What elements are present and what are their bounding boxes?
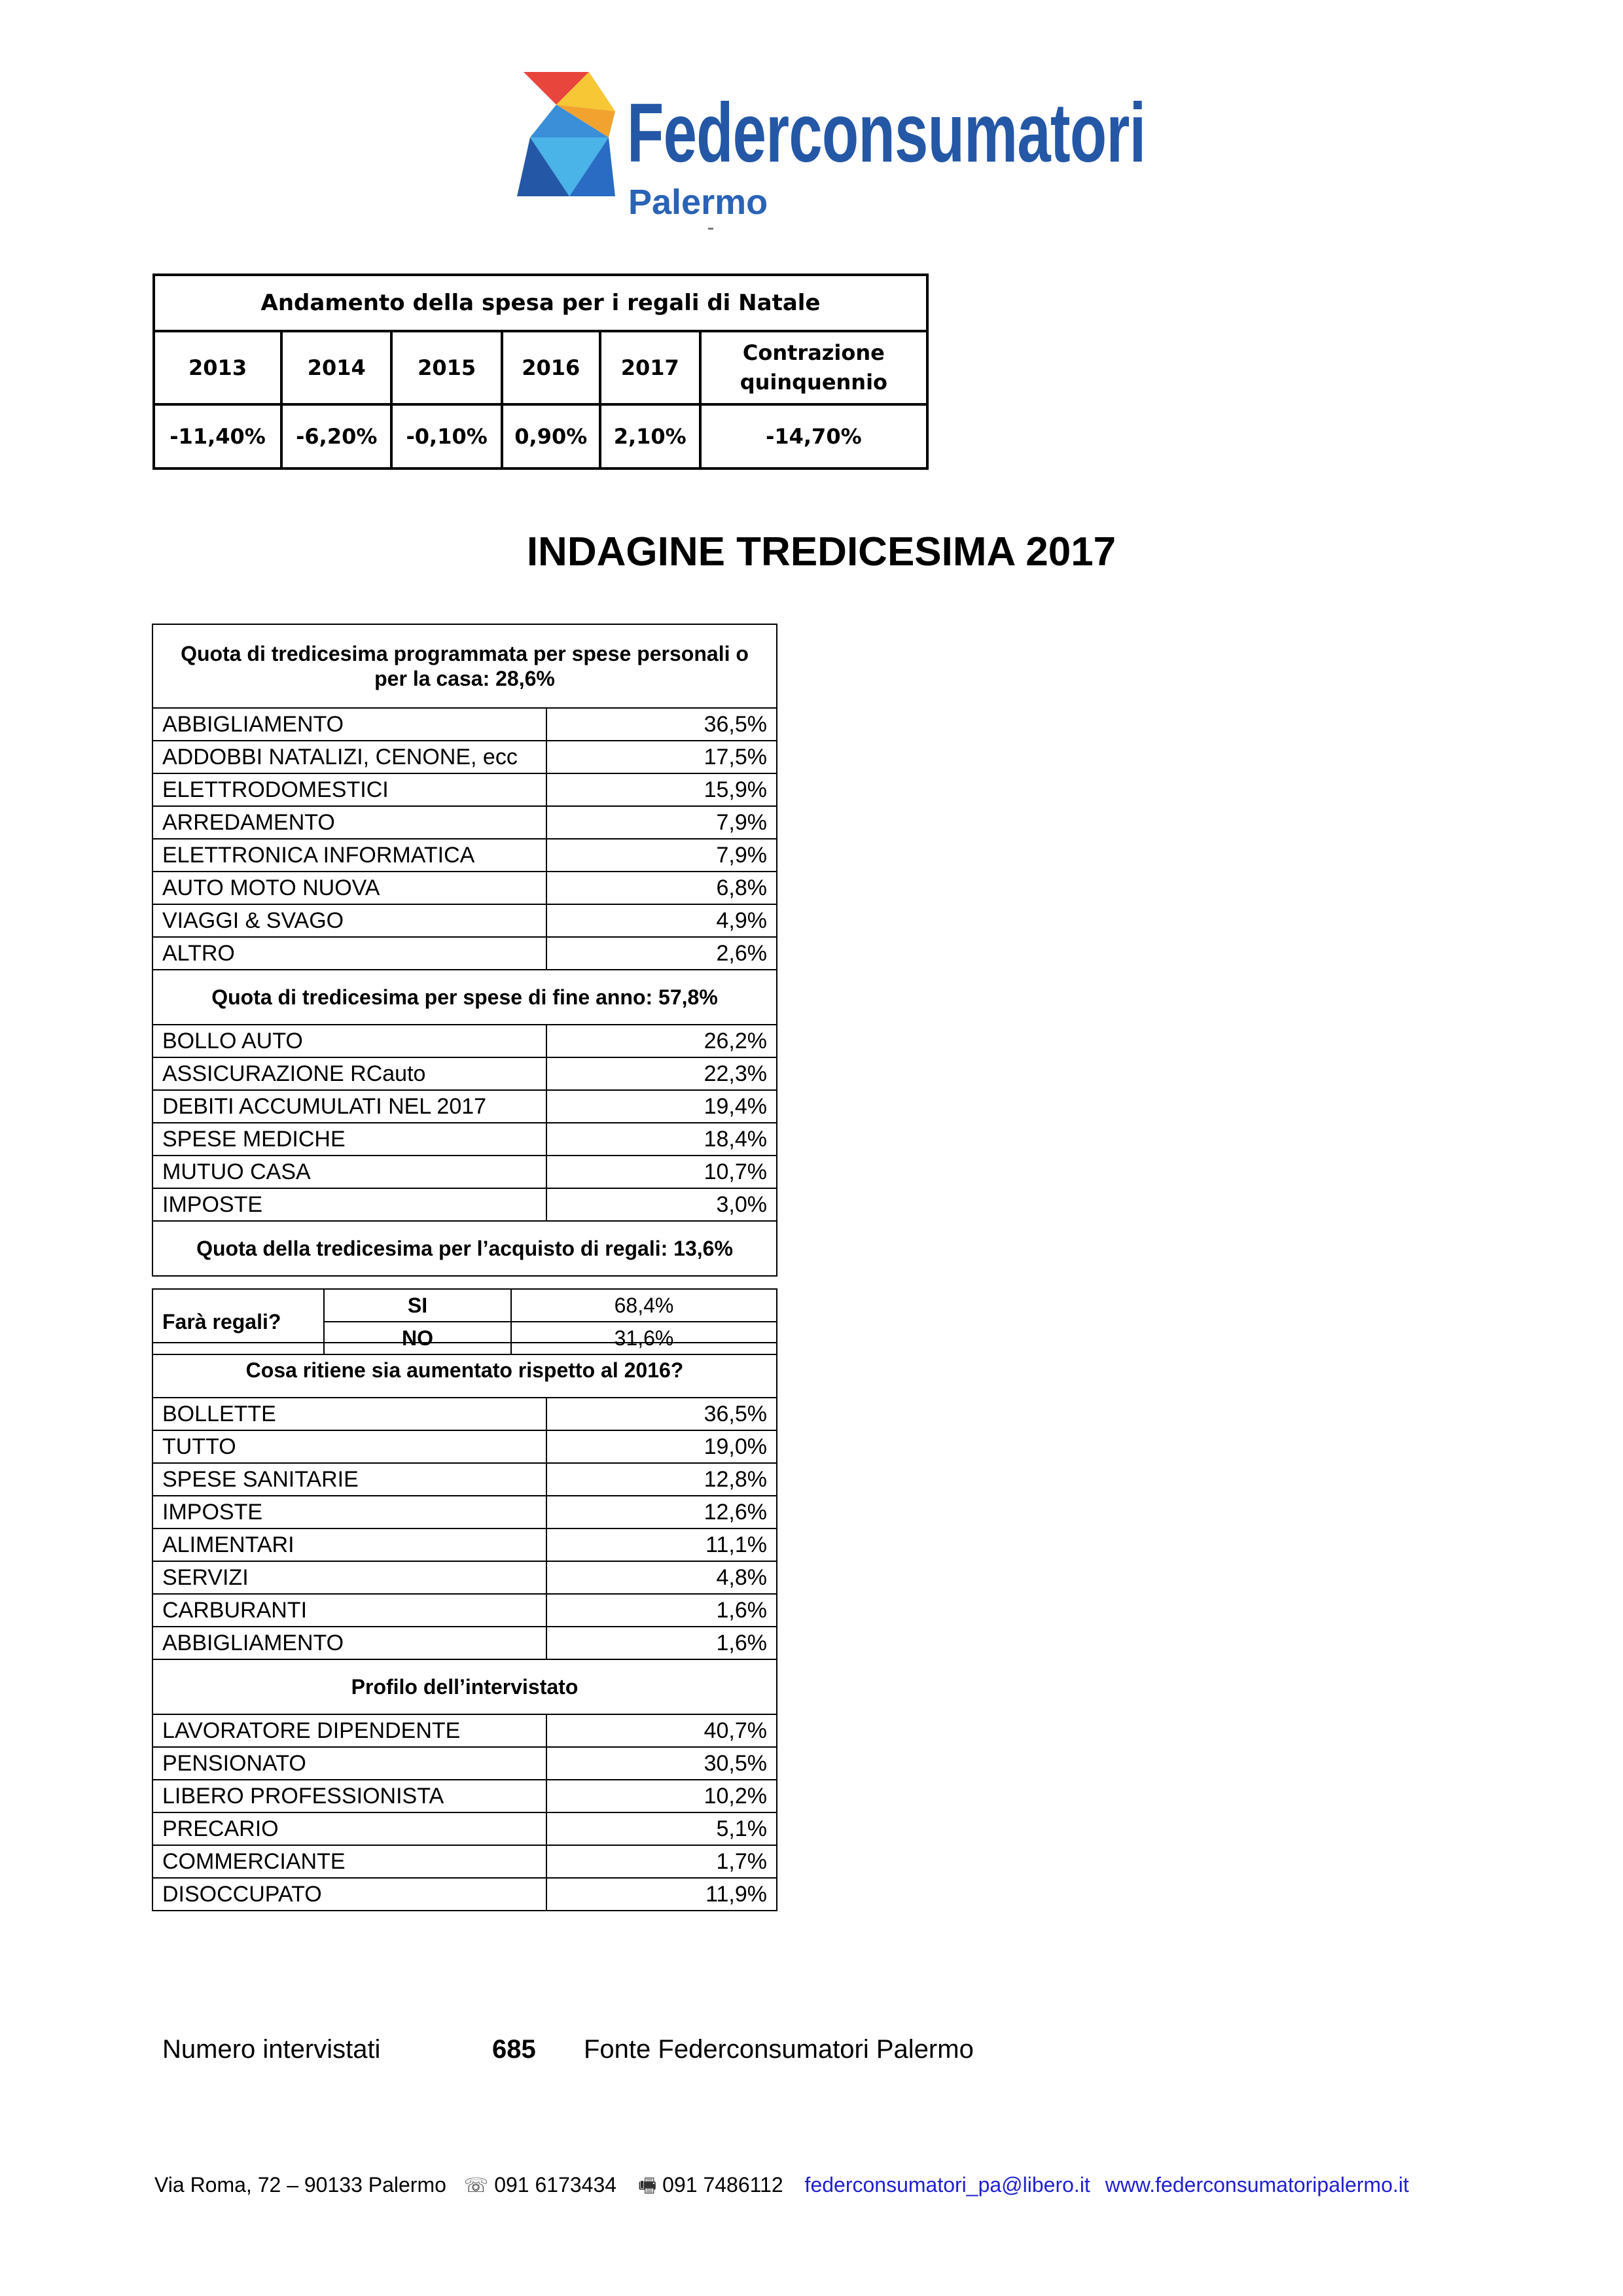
row-label: BOLLO AUTO [152,1025,546,1057]
row-value: 10,7% [546,1156,777,1188]
row-label: SPESE MEDICHE [152,1123,546,1156]
year-value: -6,20% [281,404,391,468]
row-label: ELETTRONICA INFORMATICA [152,839,546,872]
row-value: 17,5% [546,741,777,773]
gift-value-yes: 68,4% [511,1289,777,1322]
address: Via Roma, 72 – 90133 Palermo [154,2173,446,2197]
row-value: 40,7% [546,1714,777,1747]
row-value: 12,6% [546,1496,777,1528]
row-value: 10,2% [546,1780,777,1812]
row-label: DEBITI ACCUMULATI NEL 2017 [152,1090,546,1123]
federconsumatori-logo [517,72,1146,242]
email-link[interactable]: federconsumatori_pa@libero.it [804,2173,1090,2197]
row-label: ALIMENTARI [152,1528,546,1561]
row-value: 36,5% [546,708,777,741]
logo-name: Federconsumatori [627,86,1146,180]
gifts-table [152,1288,777,1355]
row-label: IMPOSTE [152,1188,546,1221]
row-label: LAVORATORE DIPENDENTE [152,1714,546,1747]
section-heading: Cosa ritiene sia aumentato rispetto al 2016? [152,1343,777,1398]
row-value: 19,4% [546,1090,777,1123]
source-note: Fonte Federconsumatori Palermo [584,2035,974,2064]
row-value: 5,1% [546,1812,777,1845]
row-value: 7,9% [546,839,777,872]
phone-number: 091 6173434 [494,2173,617,2197]
row-value: 6,8% [546,872,777,904]
christmas-table-title: Andamento della spesa per i regali di Natale [154,275,927,331]
row-label: LIBERO PROFESSIONISTA [152,1780,546,1812]
row-label: ASSICURAZIONE RCauto [152,1057,546,1090]
year-header: 2014 [281,331,391,404]
section-heading: Quota della tredicesima per l’acquisto di regali: 13,6% [152,1221,777,1276]
row-value: 1,6% [546,1594,777,1627]
row-label: PENSIONATO [152,1747,546,1780]
row-value: 1,6% [546,1627,777,1659]
count-value: 685 [492,2035,536,2064]
logo-city: Palermo [628,183,768,222]
year-header: 2013 [154,331,281,404]
survey-title: INDAGINE TREDICESIMA 2017 [526,529,1116,574]
row-value: 15,9% [546,773,777,806]
fax-number: 091 7486112 [662,2173,783,2197]
row-label: ABBIGLIAMENTO [152,1627,546,1659]
survey-table [152,624,777,1911]
contraction-header: Contrazione quinquennio [700,331,927,404]
gift-option-no: NO [324,1322,511,1354]
row-label: IMPOSTE [152,1496,546,1528]
fax-icon: 🖷 [637,2175,657,2197]
row-label: ABBIGLIAMENTO [152,708,546,741]
section-heading: Profilo dell’intervistato [152,1659,777,1714]
year-value: 0,90% [502,404,600,468]
row-label: TUTTO [152,1430,546,1463]
row-value: 11,1% [546,1528,777,1561]
year-header: 2016 [502,331,600,404]
row-label: ADDOBBI NATALIZI, CENONE, ecc [152,741,546,773]
row-label: BOLLETTE [152,1398,546,1430]
gift-value-no: 31,6% [511,1322,777,1354]
contraction-value: -14,70% [700,404,927,468]
row-value: 30,5% [546,1747,777,1780]
row-label: VIAGGI & SVAGO [152,904,546,937]
year-header: 2015 [391,331,501,404]
divider-mark [708,228,713,230]
row-value: 12,8% [546,1463,777,1496]
row-label: CARBURANTI [152,1594,546,1627]
row-value: 11,9% [546,1878,777,1911]
row-label: DISOCCUPATO [152,1878,546,1911]
row-value: 19,0% [546,1430,777,1463]
contact-footer [154,2171,1409,2204]
row-label: COMMERCIANTE [152,1845,546,1878]
row-value: 18,4% [546,1123,777,1156]
row-label: MUTUO CASA [152,1156,546,1188]
row-value: 7,9% [546,806,777,839]
count-label: Numero intervistati [162,2035,381,2064]
section-heading: Quota di tredicesima programmata per spese personali o per la casa: 28,6% [152,624,777,708]
row-value: 1,7% [546,1845,777,1878]
row-value: 36,5% [546,1398,777,1430]
row-label: SERVIZI [152,1561,546,1594]
gifts-question: Farà regali? [152,1289,324,1354]
row-label: ARREDAMENTO [152,806,546,839]
christmas-spending-table [152,274,929,470]
year-value: -11,40% [154,404,281,468]
row-label: PRECARIO [152,1812,546,1845]
row-value: 4,9% [546,904,777,937]
logo-mark-icon [517,72,622,203]
section-heading: Quota di tredicesima per spese di fine anno: 57,8% [152,970,777,1025]
row-value: 2,6% [546,937,777,970]
year-value: 2,10% [600,404,700,468]
row-value: 3,0% [546,1188,777,1221]
website-link[interactable]: www.federconsumatoripalermo.it [1105,2173,1409,2197]
row-label: SPESE SANITARIE [152,1463,546,1496]
year-header: 2017 [600,331,700,404]
row-value: 22,3% [546,1057,777,1090]
row-value: 4,8% [546,1561,777,1594]
gift-option-yes: SI [324,1289,511,1322]
row-label: ELETTRODOMESTICI [152,773,546,806]
row-label: ALTRO [152,937,546,970]
row-value: 26,2% [546,1025,777,1057]
year-value: -0,10% [391,404,501,468]
phone-icon: ☏ [463,2175,489,2197]
row-label: AUTO MOTO NUOVA [152,872,546,904]
